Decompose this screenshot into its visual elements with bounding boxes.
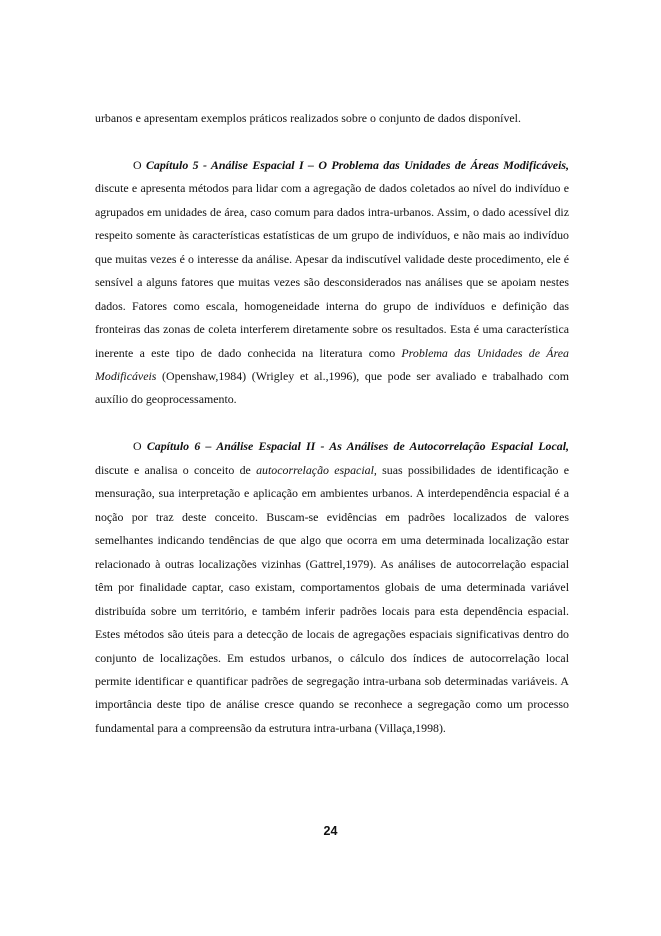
document-body	[95, 107, 569, 740]
italic-term: Problema das Unidades de Área Modificáveis	[95, 345, 569, 384]
chapter-6-title: Capítulo 6 – Análise Espacial II - As Análises de Autocorrelação Espacial Local,	[146, 439, 569, 454]
paragraph-text: urbanos e apresentam exemplos práticos realizados sobre o conjunto de dados disponível.	[95, 111, 521, 125]
paragraph-chapter-5	[95, 154, 569, 412]
page-number: 24	[323, 824, 338, 838]
paragraph-chapter-6	[95, 435, 569, 740]
italic-term: autocorrelação espacial,	[256, 462, 377, 477]
paragraph-text: (Openshaw,1984) (Wrigley et al.,1996), que pode ser avaliado e trabalhado com auxílio do geoprocessamento.	[95, 369, 569, 407]
paragraph-lead: O	[133, 157, 146, 172]
paragraph-text: discute e analisa o conceito de	[95, 462, 257, 477]
paragraph-text: suas possibilidades de identificação e mensuração, sua interpretação e aplicação em ambientes urbanos. A interdependência espacial é a noção por traz deste conceito. Buscam-se evidências em padrões localizados de valores semelhantes indicando tendências de que algo que ocorra em uma determinada localização estar relacionado à outras localizações vizinhas (Gattrel,1979). As análises de autocorrelação espacial têm por finalidade captar, caso existam, comportamentos globais de uma determinada variável distribuída sobre um território, e também inferir padrões locais para esta dependência espacial. Estes métodos são úteis para a detecção de locais de agregações espaciais significativas dentro do conjunto de localizações. Em estudos urbanos, o cálculo dos índices de autocorrelação local permite identificar e quantificar padrões de segregação intra-urbana sob determinadas variáveis. A importância deste tipo de análise cresce quando se reconhece a segregação como um processo fundamental para a compreensão da estrutura intra-urbana (Villaça,1998).	[95, 462, 569, 735]
paragraph-text: discute e apresenta métodos para lidar com a agregação de dados coletados ao nível do indivíduo e agrupados em unidades de área, caso comum para dados intra-urbanos. Assim, o dado acessível diz respeito somente às características estatísticas de um grupo de indivíduos, e não mais ao indivíduo que muitas vezes é o interesse da análise. Apesar da indiscutível validade deste procedimento, ele é sensível a alguns fatores que muitas vezes são desconsiderados nas análises que se apoiam nestes dados. Fatores como escala, homogeneidade interna do grupo de indivíduos e definição das fronteiras das zonas de coleta interferem diretamente sobre os resultados. Esta é uma característica inerente a este tipo de dado conhecida na literatura como	[95, 181, 569, 360]
paragraph-continuation	[95, 107, 569, 130]
chapter-5-title: Capítulo 5 - Análise Espacial I – O Problema das Unidades de Áreas Modificáveis,	[145, 157, 569, 172]
paragraph-lead: O	[133, 439, 147, 454]
